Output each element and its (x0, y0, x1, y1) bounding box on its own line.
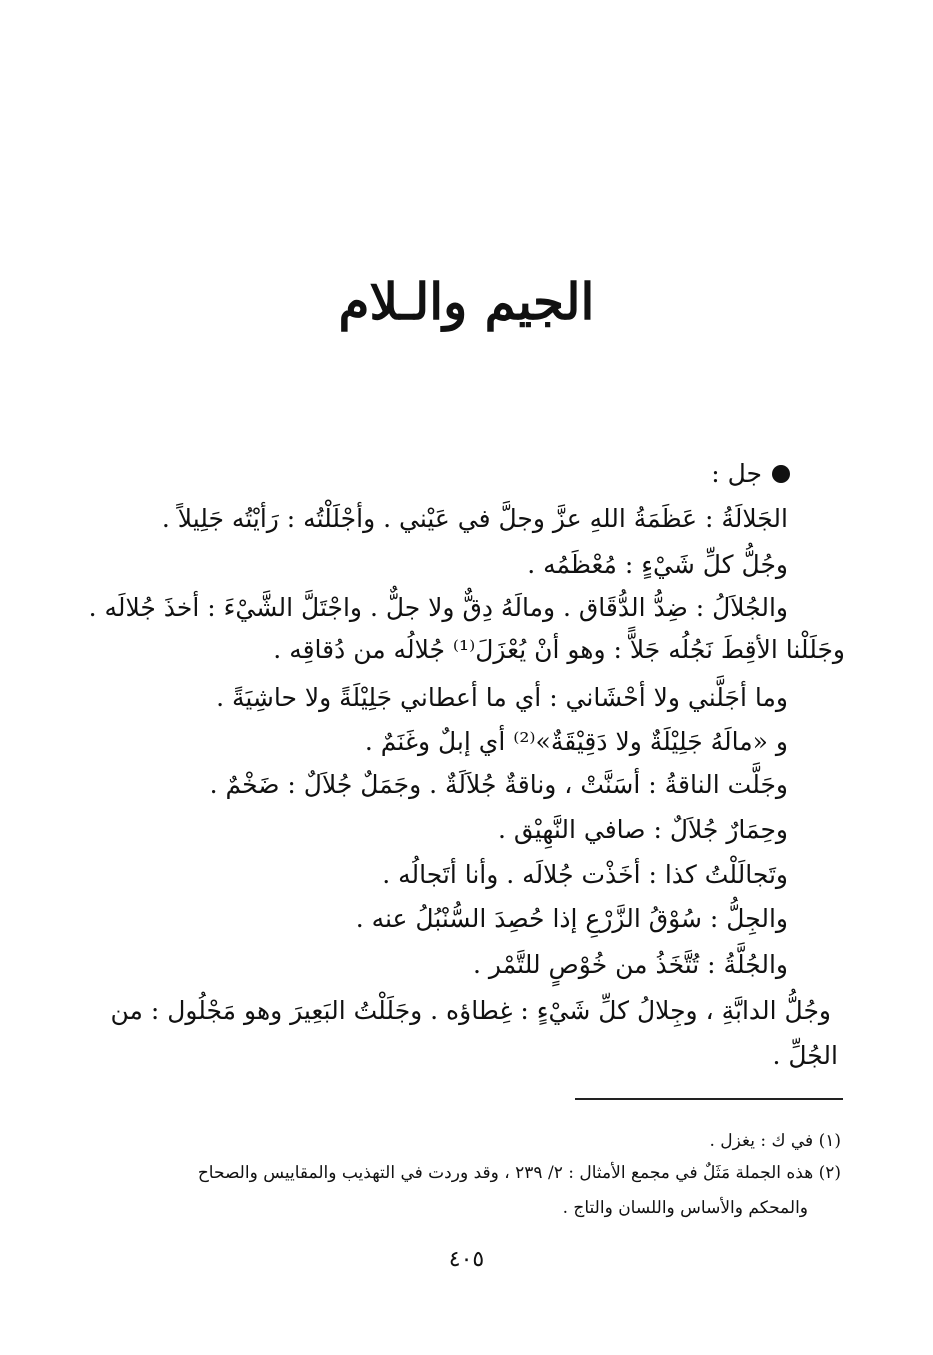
entry-line: الجُلِّ . (772, 1041, 838, 1070)
footnote-2: (٢) هذه الجملة مَثَلٌ في مجمع الأمثال : ٢/ ٢٣٩ ، وقد وردت في التهذيب والمقاييس والصحاح (197, 1163, 841, 1183)
entry-line: والجُلَّةُ : تُتَّخَذُ من خُوْصٍ للتَّمْر . (473, 950, 788, 979)
entry-line: والجُلاَلُ : ضِدُّ الدُّقَاق . ومالَهُ دِقٌّ ولا جلٌّ . واجْتَلَّ الشَّيْءَ : أخذَ جُلالَه . (88, 593, 788, 622)
entry-line: وجُلُّ الدابَّةِ ، وجِلالُ كلِّ شَيْءٍ : غِطاؤه . وجَلَلْتُ البَعِيرَ وهو مَجْلُول : من (110, 996, 831, 1025)
entry-line: وتَجالَلْتُ كذا : أخَذْت جُلالَه . وأنا أتَجالُه . (382, 860, 788, 889)
entry-line: الجَلالَةُ : عَظَمَةُ اللهِ عزَّ وجلَّ في عَيْني . وأجْلَلْتُه : رَأيْتُه جَلِيلاً . (161, 504, 788, 533)
entry-line: وجَلَلْنا الأقِطَ نَجُلُه جَلاًّ : وهو أنْ يُعْزَلَ⁽¹⁾ جُلالُه من دُقاقِه . (273, 635, 845, 664)
page-number: ٤٠٥ (448, 1247, 485, 1272)
footnote-divider (575, 1098, 843, 1100)
chapter-title: الجيم والـلام (338, 272, 595, 331)
entry-headword (711, 456, 790, 492)
footnote-2-continuation: والمحكم والأساس واللسان والتاج . (562, 1198, 808, 1218)
footnote-1: (١) في ك : يغزل . (709, 1131, 841, 1151)
bullet-icon (772, 465, 790, 483)
entry-line: وجَلَّت الناقةُ : أسَنَّتْ ، وناقةٌ جُلاَلَةٌ . وجَمَلٌ جُلاَلٌ : ضَخْمٌ . (209, 770, 788, 799)
entry-line: وحِمَارٌ جُلاَلٌ : صافي النَّهِيْق . (498, 815, 788, 844)
entry-line: وجُلُّ كلِّ شَيْءٍ : مُعْظَمُه . (527, 550, 788, 579)
entry-line: و «مالَهُ جَلِيْلَةٌ ولا دَقِيْقَةٌ»⁽²⁾ أي إبلٌ وغَنَمٌ . (364, 727, 788, 756)
entry-line: والجِلُّ : سُوْقُ الزَّرْعِ إذا حُصِدَ السُّنْبُلُ عنه . (355, 904, 788, 933)
headword-text: جل : (711, 459, 762, 488)
entry-line: وما أجَلَّني ولا أحْشَاني : أي ما أعطاني جَلِيْلَةً ولا حاشِيَةً . (216, 683, 788, 712)
